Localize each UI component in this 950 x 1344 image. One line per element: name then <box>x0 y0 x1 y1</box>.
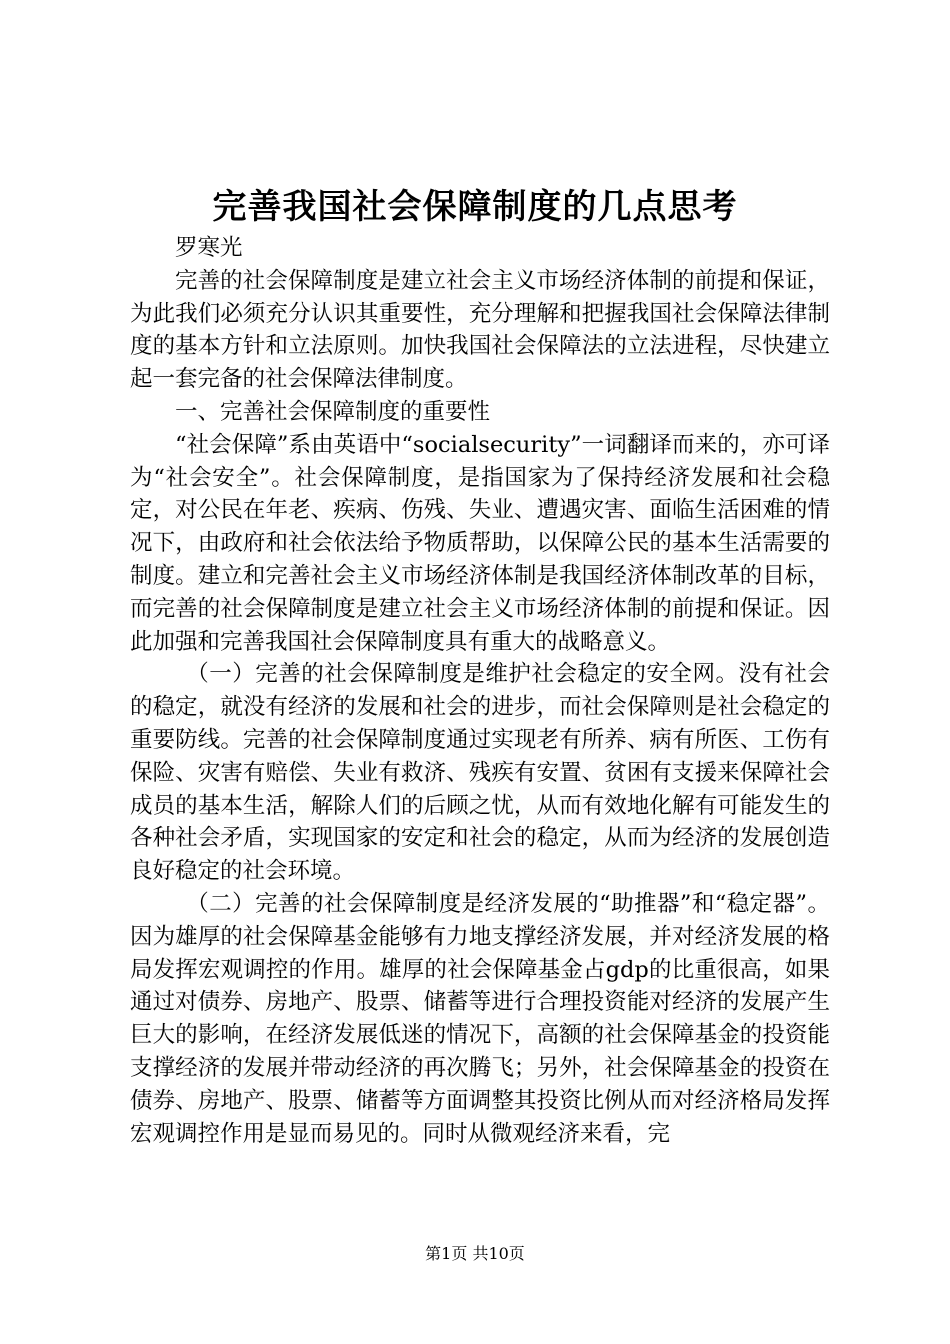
paragraph-definition: “社会保障”系由英语中“socialsecurity”一词翻译而来的，亦可译为“社会安全”。社会保障制度，是指国家为了保持经济发展和社会稳定，对公民在年老、疾病、伤残、失业、遭遇灾害、面临生活困难的情况下，由政府和社会依法给予物质帮助，以保障公民的基本生活需要的制度。建立和完善社会主义市场经济体制是我国经济体制改革的目标，而完善的社会保障制度是建立社会主义市场经济体制的前提和保证。因此加强和完善我国社会保障制度具有重大的战略意义。 <box>130 431 830 655</box>
paragraph-point-two: （二）完善的社会保障制度是经济发展的“助推器”和“稳定器”。因为雄厚的社会保障基金能够有力地支撑经济发展，并对经济发展的格局发挥宏观调控的作用。雄厚的社会保障基金占gdp的比重很高，如果通过对债券、房地产、股票、储蓄等进行合理投资能对经济的发展产生巨大的影响，在经济发展低迷的情况下，高额的社会保障基金的投资能支撑经济的发展并带动经济的再次腾飞；另外，社会保障基金的投资在债券、房地产、股票、储蓄等方面调整其投资比例从而对经济格局发挥宏观调控作用是显而易见的。同时从微观经济来看，完 <box>130 890 830 1147</box>
author-line: 罗寒光 <box>175 235 243 261</box>
paragraph-point-one: （一）完善的社会保障制度是维护社会稳定的安全网。没有社会的稳定，就没有经济的发展和社会的进步，而社会保障则是社会稳定的重要防线。完善的社会保障制度通过实现老有所养、病有所医、工伤有保险、灾害有赔偿、失业有救济、残疾有安置、贫困有支援来保障社会成员的基本生活，解除人们的后顾之忧，从而有效地化解有可能发生的各种社会矛盾，实现国家的安定和社会的稳定，从而为经济的发展创造良好稳定的社会环境。 <box>130 661 830 885</box>
document-title: 完善我国社会保障制度的几点思考 <box>212 187 738 227</box>
page-footer: 第1页 共10页 <box>425 1244 525 1263</box>
document-body <box>130 232 830 1150</box>
paragraph-abstract: 完善的社会保障制度是建立社会主义市场经济体制的前提和保证，为此我们必须充分认识其重要性，充分理解和把握我国社会保障法律制度的基本方针和立法原则。加快我国社会保障法的立法进程，尽快建立起一套完备的社会保障法律制度。 <box>130 267 830 393</box>
section-heading: 一、完善社会保障制度的重要性 <box>175 398 491 425</box>
